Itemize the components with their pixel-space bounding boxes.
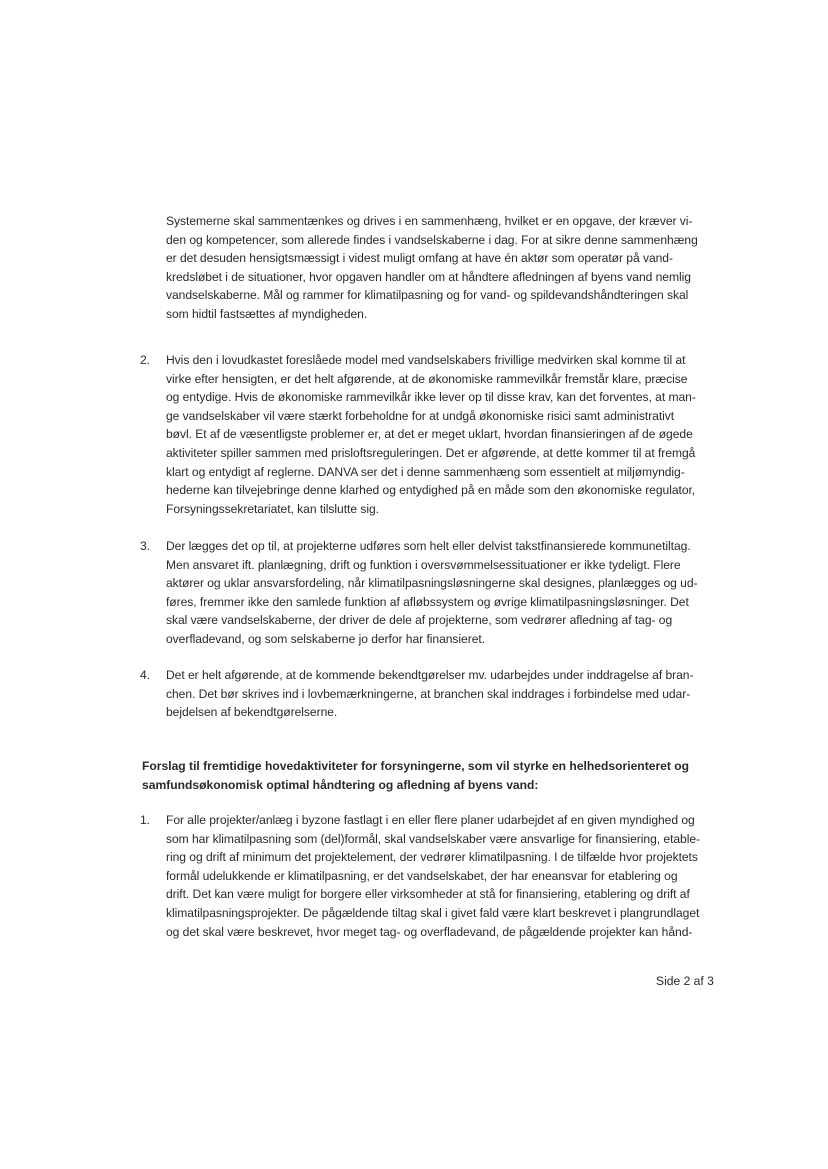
text-line: Forsyningssekretariatet, kan tilslutte sig. [166, 501, 379, 516]
section-heading [142, 757, 722, 794]
text-line: kredsløbet i de situationer, hvor opgaven handler om at håndtere afledningen af byens vand nemlig [166, 269, 691, 284]
text-line: og det skal være beskrevet, hvor meget tag- og overfladevand, de pågældende projekter kan hånd- [166, 924, 693, 939]
text-line: aktører og uklar ansvarsfordeling, når klimatilpasningsløsningerne skal designes, planlægges og ud- [166, 576, 698, 591]
text-line: som har klimatilpasning som (del)formål, skal vandselskaber være ansvarlige for finansiering, etable- [166, 831, 701, 846]
text-line: For alle projekter/anlæg i byzone fastlagt i en eller flere planer udarbejdet af en given myndighed og [166, 813, 695, 827]
text-line: Systemerne skal sammentænkes og drives i en sammenhæng, hvilket er en opgave, der kræver vi- [166, 214, 693, 228]
text-line: klart og entydigt af reglerne. DANVA ser det i denne sammenhæng som essentielt at miljømyndig- [166, 464, 685, 479]
text-line: virke efter hensigten, er det helt afgørende, at de økonomiske rammevilkår fremstår klare, præcise [166, 371, 688, 386]
text-line: er det desuden hensigtsmæssigt i videst muligt omfang at have én aktør som operatør på vand- [166, 251, 673, 266]
text-line: ring og drift af minimum det projektelement, der vedrører klimatilpasning. I de tilfælde hvor projektets [166, 850, 698, 865]
text-line: vandselskaberne. Mål og rammer for klimatilpasning og for vand- og spildevandshåndteringen skal [166, 288, 689, 303]
list-item-number: 4. [140, 668, 150, 682]
list-item-body [166, 666, 714, 722]
heading-line: Forslag til fremtidige hovedaktiviteter for forsyningerne, som vil styrke en helhedsorienteret og [142, 759, 690, 773]
text-line: aktiviteter spiller sammen med prisloftsreguleringen. Det er afgørende, at dette kommer til at fremgå [166, 445, 696, 460]
text-line: føres, fremmer ikke den samlede funktion af afløbssystem og øvrige klimatilpasningsløsninger. Det [166, 594, 689, 609]
text-line: overfladevand, og som selskaberne jo derfor har finansieret. [166, 631, 486, 646]
text-line: hederne kan tilvejebringe denne klarhed og entydighed på en måde som den økonomiske regulator, [166, 483, 696, 498]
text-line: Der lægges det op til, at projekterne udføres som helt eller delvist takstfinansierede kommunetiltag. [166, 539, 691, 553]
text-line: klimatilpasningsprojekter. De pågældende tiltag skal i givet fald være klart beskrevet i plangrundlaget [166, 905, 700, 920]
text-line: drift. Det kan være muligt for borgere eller virksomheder at stå for finansiering, etablering og drift af [166, 887, 690, 902]
list-item-number: 3. [140, 539, 150, 553]
text-line: chen. Det bør skrives ind i lovbemærkningerne, at branchen skal inddrages i forbindelse med udar- [166, 686, 691, 701]
text-line: formål udelukkende er klimatilpasning, er det vandselskabet, der har eneansvar for etablering og [166, 868, 678, 883]
text-line: og entydige. Hvis de økonomiske rammevilkår ikke lever op til disse krav, kan det forventes, at man- [166, 390, 696, 405]
text-line: bøvl. Et af de væsentligste problemer er, at det er meget uklart, hvordan finansieringen af de øgede [166, 427, 693, 442]
text-line: den og kompetencer, som allerede findes i vandselskaberne i dag. For at sikre denne sammenhæng [166, 232, 698, 247]
text-line: skal være vandselskaberne, der driver de dele af projekterne, som vedrører afledning af tag- og [166, 613, 673, 628]
list-item-number: 2. [140, 353, 150, 367]
heading-line: samfundsøkonomisk optimal håndtering og afledning af byens vand: [142, 777, 539, 792]
list-item-number: 1. [140, 813, 150, 827]
text-line: Hvis den i lovudkastet foreslåede model med vandselskabers frivillige medvirken skal komme til at [166, 353, 686, 367]
text-line: ge vandselskaber vil være stærkt forbeholdne for at undgå økonomiske risici samt administrativt [166, 408, 675, 423]
list-item-body [166, 811, 714, 941]
page-number: Side 2 af 3 [656, 974, 714, 988]
intro-paragraph [166, 212, 714, 324]
list-item-body [166, 537, 714, 649]
text-line: som hidtil fastsættes af myndigheden. [166, 306, 368, 321]
text-line: bejdelsen af bekendtgørelserne. [166, 705, 338, 720]
text-line: Det er helt afgørende, at de kommende bekendtgørelser mv. udarbejdes under inddragelse af bran- [166, 668, 694, 682]
list-item-body [166, 351, 714, 518]
text-line: Men ansvaret ift. planlægning, drift og funktion i oversvømmelsessituationer er ikke tydeligt. Flere [166, 557, 681, 572]
